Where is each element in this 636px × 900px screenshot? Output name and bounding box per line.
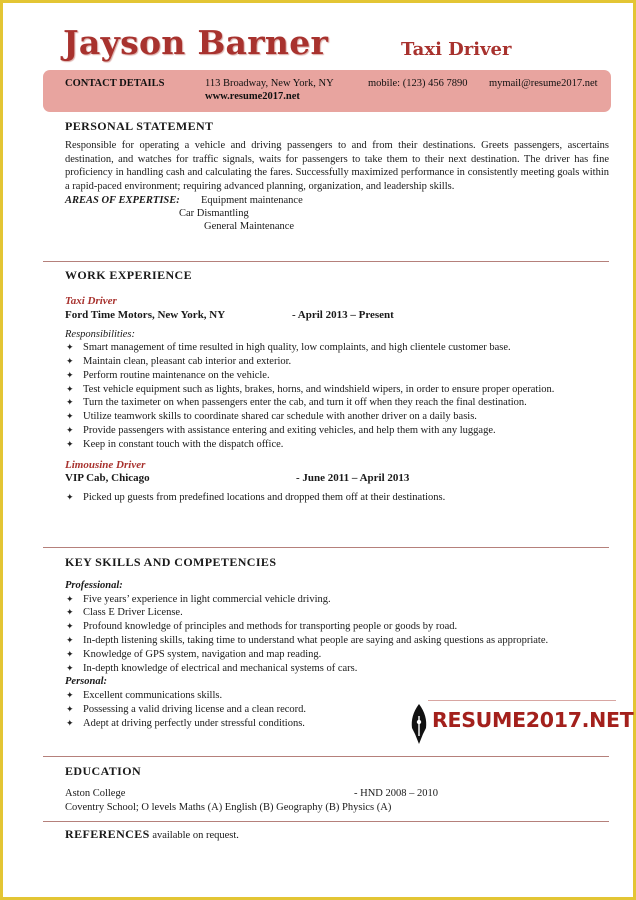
list-item: ✦ Test vehicle equipment such as lights, brakes, horns, and windshield wipers, in order to ensure proper operation.: [66, 383, 555, 395]
section-divider: [43, 261, 609, 262]
list-item: ✦ Maintain clean, pleasant cab interior and exterior.: [66, 355, 292, 367]
job-role: Limousine Driver: [65, 458, 146, 471]
expertise-block: [65, 194, 609, 234]
section-divider: [43, 547, 609, 548]
bullet-icon: ✦: [66, 703, 74, 714]
contact-email[interactable]: mymail@resume2017.net: [489, 78, 598, 89]
logo-rule: [428, 700, 616, 701]
bullet-icon: ✦: [66, 355, 74, 366]
bullet-icon: ✦: [66, 411, 74, 422]
section-divider: [43, 821, 609, 822]
contact-mobile: mobile: (123) 456 7890: [368, 78, 468, 89]
fountain-pen-icon: [408, 702, 430, 746]
job-entry: [65, 459, 609, 505]
personal-statement-text: Responsible for operating a vehicle and driving passengers to and from their destinations. Greets passengers, ascertains destination, and watches for traffic signals, waits for passengers to take them to their next destination. The driver has fine proficiency in handling cash and calculating the fares. Successfully maximized performance in consistently meeting goals within a rapid-paced environment; requiring advanced planning, organization, and leadership skills.: [65, 140, 609, 192]
job-company: Ford Time Motors, New York, NY: [65, 308, 226, 321]
list-item: ✦ Excellent communications skills.: [66, 689, 223, 701]
list-item: ✦ Possessing a valid driving license and a clean record.: [66, 703, 307, 715]
job-entry: [65, 295, 609, 452]
work-experience-section: [43, 268, 609, 505]
references-heading: REFERENCES: [65, 827, 150, 841]
responsibilities-list: [63, 491, 603, 505]
job-role: Taxi Driver: [65, 295, 117, 307]
bullet-icon: ✦: [66, 621, 74, 632]
bullet-icon: ✦: [66, 634, 74, 645]
references-section: [43, 828, 609, 843]
responsibilities-label: Responsibilities:: [65, 328, 135, 340]
bullet-icon: ✦: [66, 607, 74, 618]
personal-skills-list: [63, 689, 383, 730]
education-college-line: [65, 787, 609, 801]
expertise-item: Equipment maintenance: [201, 195, 303, 207]
resume-header: [63, 23, 623, 69]
list-item: ✦ Provide passengers with assistance entering and exiting vehicles, and help them with any luggage.: [66, 424, 496, 436]
job-company: VIP Cab, Chicago: [65, 472, 150, 485]
professional-label: Professional:: [65, 580, 123, 591]
logo-text: RESUME2017.NET: [432, 708, 634, 732]
resume2017-logo: [408, 700, 634, 750]
bullet-icon: ✦: [66, 383, 74, 394]
job-dates: - June 2011 – April 2013: [296, 472, 410, 485]
bullet-icon: ✦: [66, 689, 74, 700]
list-item: ✦ In-depth listening skills, taking time to understand what people are saying and asking questions as appropriate.: [66, 634, 549, 646]
job-company-line: [65, 309, 609, 323]
education-section: [43, 764, 609, 815]
college-name: Aston College: [65, 788, 126, 799]
key-skills-heading: KEY SKILLS AND COMPETENCIES: [65, 555, 277, 569]
job-title: Taxi Driver: [401, 39, 512, 60]
personal-skills-label: Personal:: [65, 676, 107, 688]
list-item: ✦ Perform routine maintenance on the vehicle.: [66, 369, 270, 381]
expertise-label: AREAS OF EXPERTISE:: [65, 195, 180, 207]
bullet-icon: ✦: [66, 438, 74, 449]
responsibilities-list: [63, 341, 603, 451]
list-item: ✦ Adept at driving perfectly under stressful conditions.: [66, 717, 305, 729]
job-company-line: [65, 472, 609, 486]
contact-website[interactable]: www.resume2017.net: [205, 91, 300, 102]
bullet-icon: ✦: [66, 662, 74, 673]
list-item: ✦ Turn the taximeter on when passengers enter the cab, and turn it off when they reach the final destination.: [66, 397, 527, 409]
list-item: ✦ Profound knowledge of principles and methods for transporting people or goods by road.: [66, 621, 458, 633]
personal-statement-section: [43, 119, 609, 234]
bullet-icon: ✦: [66, 648, 74, 659]
list-item: ✦ Utilize teamwork skills to coordinate shared car schedule with another driver on a daily basis.: [66, 411, 477, 423]
list-item: ✦ Picked up guests from predefined locations and dropped them off at their destinations.: [66, 492, 446, 504]
expertise-item: Car Dismantling: [179, 208, 249, 220]
college-dates: - HND 2008 – 2010: [354, 788, 438, 799]
school-line: Coventry School; O levels Maths (A) English (B) Geography (B) Physics (A): [65, 802, 392, 813]
references-line: [65, 828, 609, 843]
contact-address: 113 Broadway, New York, NY: [205, 78, 334, 89]
work-experience-heading: WORK EXPERIENCE: [65, 268, 193, 282]
expertise-item: General Maintenance: [204, 221, 295, 233]
candidate-name: Jayson Barner: [63, 23, 329, 62]
contact-bar: [43, 70, 611, 112]
education-heading: EDUCATION: [65, 764, 142, 778]
bullet-icon: ✦: [66, 397, 74, 408]
list-item: ✦ Smart management of time resulted in high quality, low complaints, and high clientele customer base.: [66, 342, 511, 354]
references-text: available on request.: [149, 830, 239, 841]
personal-statement-heading: PERSONAL STATEMENT: [65, 119, 214, 133]
bullet-icon: ✦: [66, 717, 74, 728]
bullet-icon: ✦: [66, 342, 74, 353]
list-item: ✦ Keep in constant touch with the dispatch office.: [66, 438, 284, 450]
list-item: ✦ Class E Driver License.: [66, 607, 183, 619]
bullet-icon: ✦: [66, 492, 74, 503]
bullet-icon: ✦: [66, 593, 74, 604]
bullet-icon: ✦: [66, 369, 74, 380]
list-item: ✦ Knowledge of GPS system, navigation and map reading.: [66, 648, 322, 660]
professional-skills-list: [63, 593, 603, 676]
contact-label: CONTACT DETAILS: [65, 78, 165, 89]
list-item: ✦ Five years’ experience in light commercial vehicle driving.: [66, 593, 331, 605]
bullet-icon: ✦: [66, 424, 74, 435]
job-dates: - April 2013 – Present: [292, 308, 394, 321]
list-item: ✦ In-depth knowledge of electrical and mechanical systems of cars.: [66, 662, 358, 674]
section-divider: [43, 756, 609, 757]
